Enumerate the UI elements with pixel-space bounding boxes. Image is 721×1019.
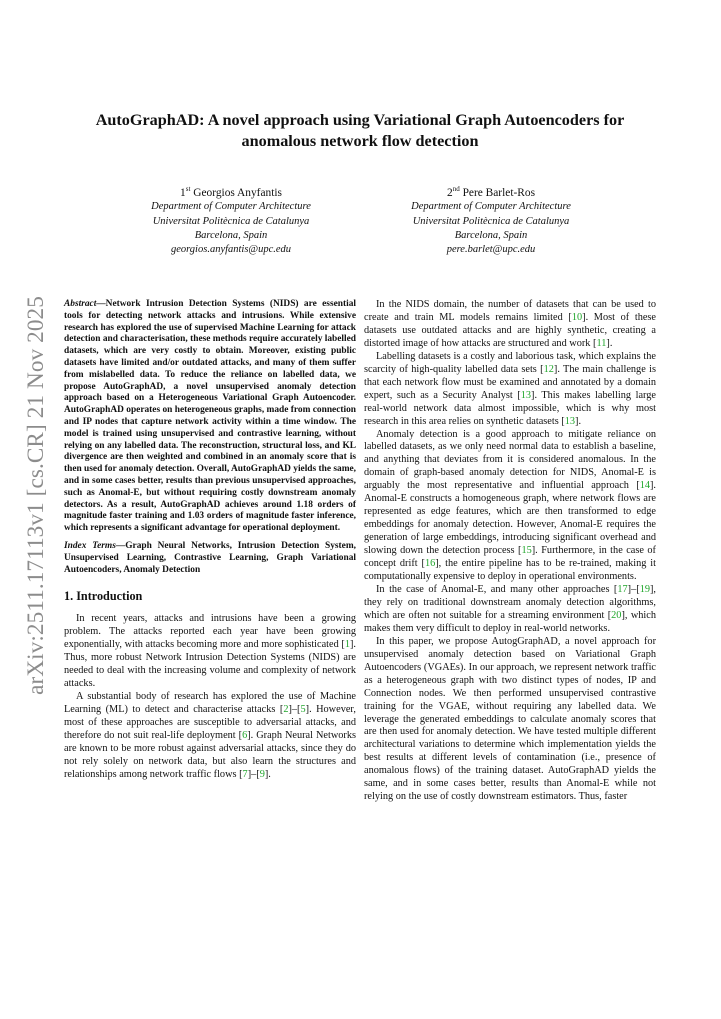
- citation-link[interactable]: 10: [571, 311, 583, 323]
- paragraph: [364, 584, 656, 636]
- index-terms: [64, 541, 356, 576]
- arxiv-stamp-text: arXiv:2511.17113v1 [cs.CR] 21 Nov 2025: [22, 295, 49, 695]
- index-terms-label: Index Terms: [64, 540, 116, 551]
- citation-link[interactable]: 5: [300, 704, 306, 715]
- author-block-2: [371, 182, 611, 258]
- citation-link[interactable]: 2: [283, 704, 289, 715]
- abstract-label: Abstract: [64, 299, 97, 309]
- author-department: Department of Computer Architecture: [151, 201, 311, 213]
- paragraph-text: ]–[: [247, 768, 260, 780]
- author-department: Department of Computer Architecture: [411, 201, 571, 213]
- citation-link[interactable]: 7: [242, 768, 248, 780]
- author-location: Barcelona, Spain: [194, 230, 268, 242]
- paper-title: AutoGraphAD: A novel approach using Variational Graph Autoencoders for anomalous network flow detection: [95, 111, 625, 150]
- citation-link[interactable]: 1: [344, 639, 350, 651]
- author-university: Universitat Politècnica de Catalunya: [412, 215, 570, 227]
- citation-link[interactable]: 12: [543, 363, 554, 375]
- paragraph: [364, 351, 656, 429]
- paragraph: [64, 691, 356, 782]
- paragraph-text: In recent years, attacks and intrusions have been a growing problem. The attacks reported each year have been growing exponentially, with attacks becoming more and more sophisticated [: [64, 613, 356, 651]
- paragraph-text: ], the entire pipeline has to be re-trained, making it computationally expensive to deploy in operational environments.: [364, 558, 656, 583]
- citation-link[interactable]: 15: [521, 545, 532, 557]
- paragraph-text: Labelling datasets is a costly and laborious task, which explains the scarcity of high-quality labelled data sets [: [364, 350, 656, 375]
- left-body: [64, 613, 356, 781]
- citation-link[interactable]: 13: [564, 415, 576, 427]
- abstract: [64, 299, 356, 535]
- author-email: pere.barlet@upc.edu: [446, 244, 536, 256]
- index-terms-text: —Graph Neural Networks, Intrusion Detection System, Unsupervised Learning, Contrastive Learning, Graph Variational Autoencoders, Anomaly Detection: [64, 540, 356, 575]
- citation-link[interactable]: 16: [424, 558, 436, 570]
- abstract-text: —Network Intrusion Detection Systems (NIDS) are essential tools for detecting network attacks and intrusions. While extensive research has explored the use of supervised Machine Learning for attack detection and characterisation, these methods require accurately labelled datasets, which are very costly to obtain. Moreover, existing public datasets have limited and/or outdated attacks, and many of them suffer from mislabelled data. To reduce the reliance on labelled data, we propose AutoGraphAD, a novel unsupervised anomaly detection approach based on a Heterogeneous Variational Graph Autoencoder. AutoGraphAD operates on heterogeneous graphs, made from connection and IP nodes that capture network activity within a time window. The model is trained using unsupervised and contrastive learning, without relying on any labelled data. The reconstruction, structural loss, and KL divergence are then weighted and combined in an anomaly score that is then used for anomaly detection. Overall, AutoGraphAD yields the same, and in some cases better, results than previous unsupervised approaches, such as Anomal-E, but without requiring costly downstream anomaly detectors. As a result, AutoGraphAD achieves around 1.18 orders of magnitude faster training and 1.03 orders of magnitude faster inference, which represents a significant advantage for operational deployment.: [64, 299, 357, 534]
- paragraph-text: ]. Graph Neural Networks are known to be more robust against adversarial attacks, since they do not rely solely on network data, but also learn the structures and relationships among network traffic flows [: [64, 729, 356, 780]
- right-body: [364, 299, 656, 804]
- citation-link[interactable]: 14: [639, 480, 650, 492]
- paragraph-text: ]. The main challenge is that each network flow must be examined and annotated by a domain expert, such as a Security Analyst [: [364, 363, 656, 401]
- arxiv-stamp: [19, 295, 53, 695]
- paragraph: [364, 429, 656, 584]
- paragraph-text: ].: [606, 337, 613, 349]
- author-email: georgios.anyfantis@upc.edu: [170, 244, 292, 256]
- left-column: [64, 299, 356, 782]
- citation-link[interactable]: 6: [242, 729, 248, 741]
- paragraph-text: ].: [264, 768, 271, 780]
- paragraph: [364, 299, 656, 351]
- paragraph-text: Anomaly detection is a good approach to mitigate reliance on labelled datasets, as we only need normal data to establish a baseline, and anything that deviates from it is considered anomalous. In the domain of graph-based anomaly detection for NIDS, Anomal-E is arguably the most representative and influential approach [: [364, 428, 656, 492]
- paragraph-text: ]. However, most of these approaches are susceptible to adversarial attacks, and therefore do not suit real-life deployment [: [64, 704, 357, 741]
- paragraph-text: ]. Furthermore, in the case of concept drift [: [364, 545, 656, 570]
- paragraph-text: ]. Anomal-E constructs a homogeneous graph, where network flows are represented as edge features, which are then transformed to edge embeddings for anomaly detection. However, Anomal-E requires the generation of large embeddings, introducing significant overhead and slowing down the detection process [: [364, 480, 656, 557]
- paragraph-text: ]. This makes labelling large real-world network data almost impossible, which is why most research in this area relies on synthetic datasets [: [364, 389, 656, 427]
- citation-link[interactable]: 13: [520, 389, 532, 401]
- paragraph-text: ], they rely on traditional downstream anomaly detection algorithms, which are often not suitable for a streaming environment [: [364, 583, 656, 621]
- author-block-1: [111, 182, 351, 258]
- paragraph-text: In the case of Anomal-E, and many other approaches [: [376, 583, 618, 595]
- author-name: 1st Georgios Anyfantis: [180, 185, 282, 199]
- paragraph: [64, 613, 356, 691]
- paragraph-text: ]. Thus, more robust Network Intrusion Detection Systems (NIDS) are needed to deal with the increasing volume and complexity of network attacks.: [64, 639, 356, 690]
- citation-link[interactable]: 9: [259, 768, 265, 780]
- citation-link[interactable]: 19: [639, 583, 650, 595]
- citation-link[interactable]: 11: [596, 337, 607, 349]
- paragraph-text: In this paper, we propose AutogGraphAD, a novel approach for unsupervised anomaly detection based on Variational Graph Autoencoders (VGAEs). In our approach, we represent network traffic as a heterogeneous graph with two distinct types of nodes, IP and Connection nodes. We then performed unsupervised contrastive training for the VGAE, without requiring any labelled data. We leverage the generated embeddings to calculate anomaly scores that are then used for anomaly detection. We have tested multiple different architectural variations to determine which implementation yields the best results at different levels of contamination (i.e., presence of anomalous flows) of the training dataset. AutoGraphAD yields the same, and in some cases better, results than Anomal-E while not relying on the use of costly downstream estimators. Thus, faster: [364, 635, 656, 803]
- paragraph-text: In the NIDS domain, the number of datasets that can be used to create and train ML models remains limited [: [364, 299, 656, 323]
- author-location: Barcelona, Spain: [454, 230, 528, 242]
- author-university: Universitat Politècnica de Catalunya: [152, 215, 310, 227]
- author-name: 2nd Pere Barlet-Ros: [447, 185, 535, 199]
- paragraph-text: ].: [575, 415, 582, 427]
- right-column: [364, 299, 656, 804]
- paragraph: [364, 636, 656, 804]
- paragraph-text: ]–[: [288, 704, 301, 715]
- citation-link[interactable]: 17: [617, 583, 628, 595]
- paragraph-text: ]–[: [627, 583, 640, 595]
- paragraph-text: ]. Most of these datasets use outdated attacks and are highly synthetic, creating a distorted image of how attacks are structured and work [: [364, 311, 656, 349]
- section-heading: 1. Introduction: [64, 589, 143, 604]
- paragraph-text: A substantial body of research has explored the use of Machine Learning (ML) to detect and characterise attacks [: [64, 691, 356, 715]
- paragraph-text: ], which makes them very difficult to deploy in real-world networks.: [364, 609, 656, 634]
- citation-link[interactable]: 20: [611, 609, 622, 621]
